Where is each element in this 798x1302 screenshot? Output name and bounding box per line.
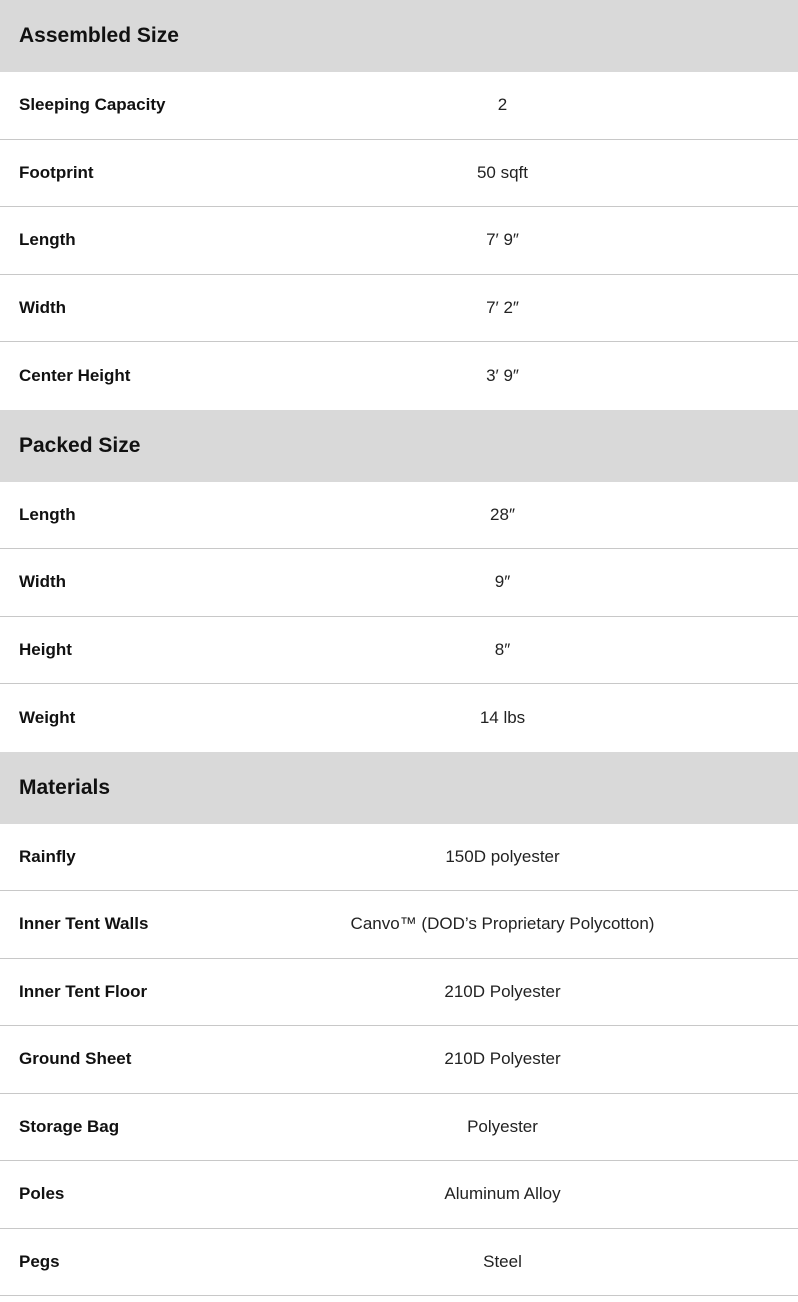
spec-row: [0, 207, 798, 275]
spec-row: [0, 1094, 798, 1162]
spec-value: 7′ 2″: [486, 297, 519, 317]
spec-row: [0, 140, 798, 208]
spec-value: 9″: [494, 572, 511, 592]
spec-label: Height: [19, 639, 72, 659]
spec-row: [0, 617, 798, 685]
spec-label: Width: [19, 572, 67, 592]
section-header-assembled-size: Assembled Size: [0, 0, 798, 72]
spec-row: [0, 1161, 798, 1229]
spec-row: [0, 342, 798, 410]
section-header-packed-size: Packed Size: [0, 410, 798, 482]
spec-row: [0, 482, 798, 550]
spec-label: Storage Bag: [19, 1116, 120, 1136]
spec-row: [0, 891, 798, 959]
spec-row: [0, 275, 798, 343]
spec-label: Poles: [19, 1184, 65, 1204]
spec-label: Inner Tent Walls: [19, 914, 149, 934]
spec-label: Pegs: [19, 1251, 60, 1271]
spec-row: [0, 959, 798, 1027]
section-header-materials: Materials: [0, 752, 798, 824]
spec-row: [0, 684, 798, 752]
spec-label: Width: [19, 297, 67, 317]
spec-value: Polyester: [467, 1116, 538, 1136]
spec-value: 210D Polyester: [444, 981, 561, 1001]
spec-value: 210D Polyester: [444, 1049, 561, 1069]
spec-value: 8″: [494, 639, 511, 659]
spec-label: Length: [19, 230, 76, 250]
spec-label: Length: [19, 504, 76, 524]
spec-row: [0, 549, 798, 617]
spec-value: 7′ 9″: [486, 230, 519, 250]
spec-row: [0, 1229, 798, 1297]
spec-label: Rainfly: [19, 846, 76, 866]
spec-value: Steel: [483, 1251, 522, 1271]
spec-label: Center Height: [19, 365, 131, 385]
spec-label: Weight: [19, 707, 76, 727]
spec-value: 3′ 9″: [486, 365, 519, 385]
spec-label: Ground Sheet: [19, 1049, 132, 1069]
spec-value: 28″: [490, 504, 515, 524]
spec-row: [0, 824, 798, 892]
spec-row: [0, 1026, 798, 1094]
spec-value: 14 lbs: [479, 707, 526, 727]
spec-value: Canvo™ (DOD’s Proprietary Polycotton): [350, 914, 655, 934]
spec-value: 50 sqft: [476, 162, 529, 182]
spec-value: 2: [497, 95, 508, 115]
spec-label: Sleeping Capacity: [19, 95, 166, 115]
spec-row: [0, 72, 798, 140]
spec-value: Aluminum Alloy: [444, 1184, 561, 1204]
spec-label: Inner Tent Floor: [19, 981, 148, 1001]
spec-value: 150D polyester: [445, 846, 560, 866]
spec-label: Footprint: [19, 162, 94, 182]
